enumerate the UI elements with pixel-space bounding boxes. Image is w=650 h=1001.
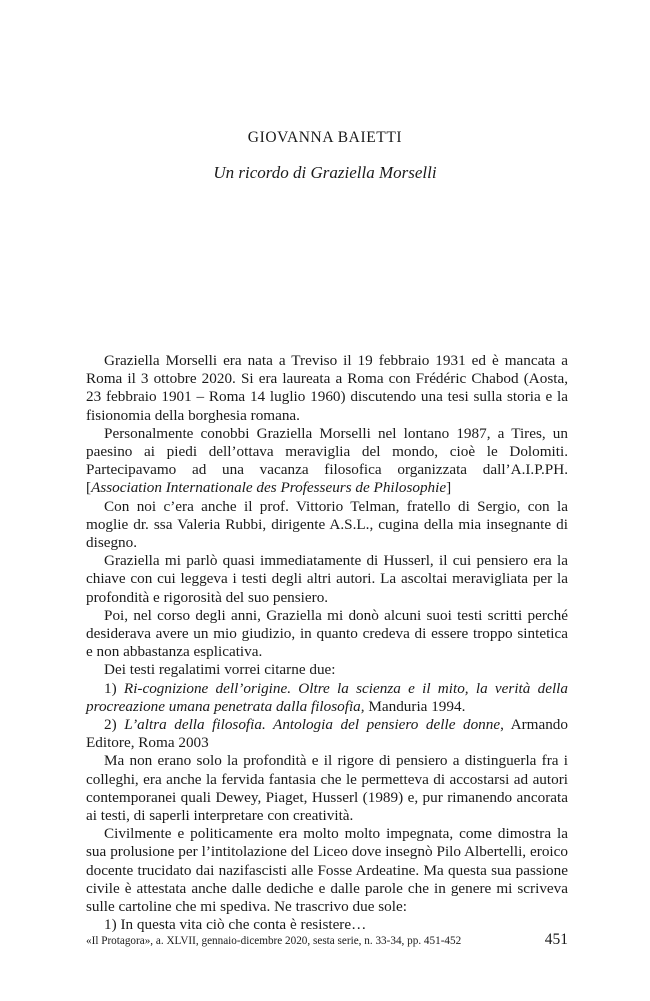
body-paragraph [86, 752, 568, 825]
page-footer [86, 931, 568, 949]
journal-citation: «Il Protagora», a. XLVII, gennaio-dicembre 2020, sesta serie, n. 33-34, pp. 451-452 [86, 935, 462, 947]
paragraph-text: Graziella Morselli era nata a Treviso il 19 febbraio 1931 ed è mancata a Roma il 3 ottobre 2020. Si era laureata a Roma con Frédéric Chabod (Aosta, 23 febbraio 1901 – Roma 14 luglio 1960) discutendo una tesi sulla storia e la fisionomia della borghesia romana. [86, 352, 568, 424]
italic-text: Ri-cognizione dell’origine. Oltre la scienza e il mito, la verità della procreazione umana penetrata dalla filosofia, [86, 679, 568, 715]
article-body [86, 352, 568, 935]
italic-text: Association Internationale des Professeurs de Philosophie [91, 479, 447, 497]
page-number: 451 [544, 931, 568, 948]
body-paragraph [86, 680, 568, 716]
paragraph-text: Dei testi regalatimi vorrei citarne due: [104, 661, 336, 679]
body-paragraph [86, 352, 568, 425]
body-paragraph [86, 661, 568, 679]
paragraph-text: 1) In questa vita ciò che conta è resistere… [104, 916, 367, 934]
paragraph-text: , Armando Editore, Roma 2003 [86, 716, 568, 752]
body-paragraph [86, 552, 568, 607]
paragraph-text: Poi, nel corso degli anni, Graziella mi donò alcuni suoi testi scritti perché desiderava avere un mio giudizio, in quanto credeva di essere troppo sintetica e non abbastanza esplicativa. [86, 606, 568, 661]
paragraph-text: Con noi c’era anche il prof. Vittorio Telman, fratello di Sergio, con la moglie dr. ssa Valeria Rubbi, dirigente A.S.L., cugina della mia insegnante di disegno. [86, 497, 568, 552]
paragraph-text: Manduria 1994. [364, 697, 466, 715]
author-name: GIOVANNA BAIETTI [247, 129, 403, 146]
body-paragraph [86, 498, 568, 553]
italic-text: L’altra della filosofia. Antologia del pensiero delle donne [124, 716, 501, 734]
body-paragraph [86, 716, 568, 752]
paragraph-text: Personalmente conobbi Graziella Morselli nel lontano 1987, a Tires, un paesino ai piedi dell’ottava meraviglia del mondo, cioè le Dolomiti. Partecipavamo ad una vacanza filosofica organizzata dall’A.I.P.PH. [ [86, 424, 568, 497]
body-paragraph [86, 825, 568, 916]
paragraph-text: Ma non erano solo la profondità e il rigore di pensiero a distinguerla fra i colleghi, era anche la fervida fantasia che le permetteva di accostarsi ad autori contemporanei quali Dewey, Piaget, Husserl (1989) e, pur rimanendo ancorata ai testi, di saperli interpretare con creatività. [86, 752, 568, 825]
paragraph-text: Civilmente e politicamente era molto molto impegnata, come dimostra la sua prolusione per l’intitolazione del Liceo dove insegnò Pilo Albertelli, eroico docente trucidato dai nazifascisti alle Fosse Ardeatine. Ma questa sua passione civile è attestata anche dalle dediche e dalle parole che in genere mi scriveva sulle cartoline che mi spediva. Ne trascrivo due sole: [86, 825, 568, 916]
body-paragraph [86, 425, 568, 498]
paragraph-text: ] [446, 479, 452, 497]
article-title: Un ricordo di Graziella Morselli [213, 163, 437, 182]
paragraph-text: 1) [104, 679, 124, 697]
body-paragraph [86, 607, 568, 662]
paragraph-text: Graziella mi parlò quasi immediatamente di Husserl, il cui pensiero era la chiave con cui leggeva i testi degli altri autori. La ascoltai meravigliata per la profondità e rigorosità del suo pensiero. [86, 552, 568, 606]
paragraph-text: 2) [104, 716, 125, 734]
